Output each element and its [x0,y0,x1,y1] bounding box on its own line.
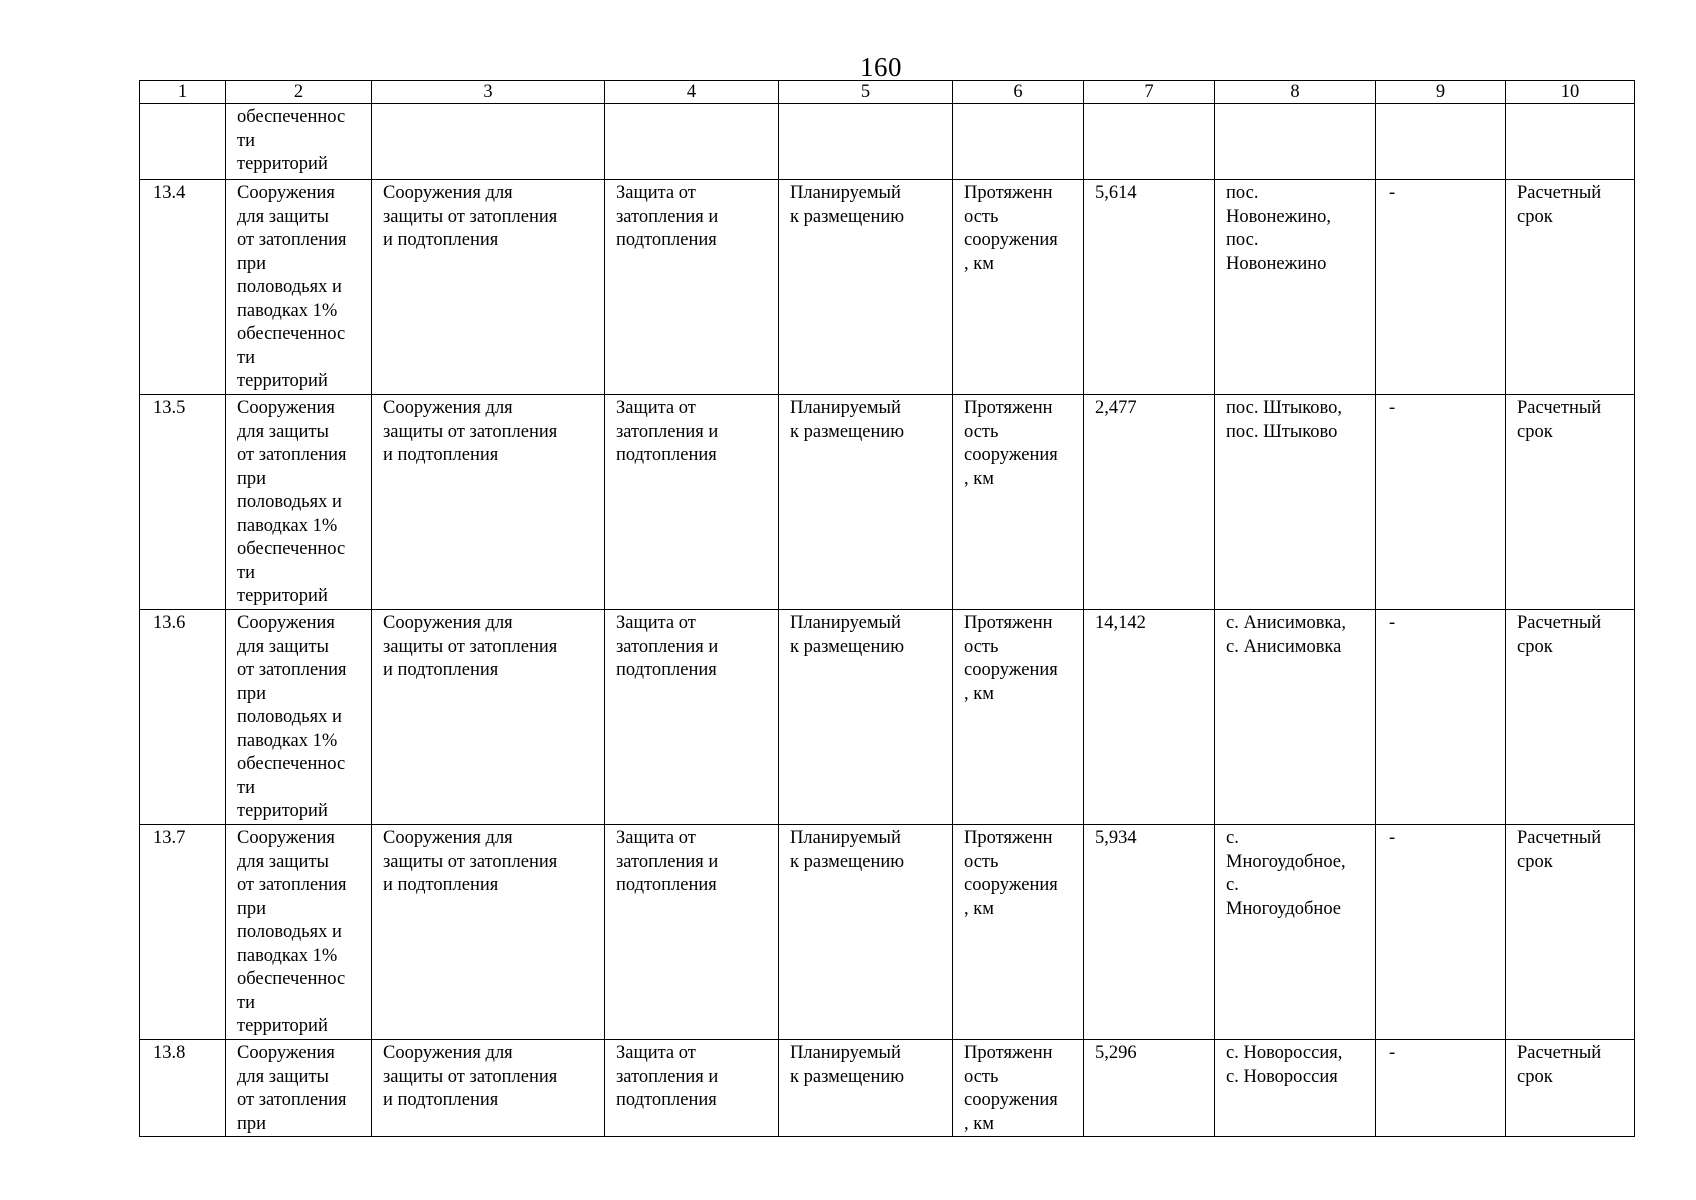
term-line: Расчетный [1517,398,1602,418]
characteristic-line: , км [964,253,994,274]
object-type-line: Сооружения для [383,828,513,848]
purpose-cell [605,1040,779,1137]
purpose-line: затопления и [616,851,719,872]
column-header: 5 [779,81,953,104]
object-type-line: Сооружения для [383,1043,513,1063]
characteristic-line: , км [964,898,994,919]
status-cell [779,825,953,1040]
object-type-cell [372,610,605,825]
zone-cell [1376,180,1506,395]
table-row [140,610,1635,825]
term-line: Расчетный [1517,183,1602,203]
purpose-line: затопления и [616,636,719,657]
object-name-line: от затопления [237,875,347,895]
column-header-row [140,81,1635,104]
purpose-line: Защита от [616,828,696,848]
characteristic-line: сооружения [964,230,1058,250]
object-name-line: территорий [237,801,328,821]
object-name-line: ти [237,777,255,798]
term-cell [1506,1040,1635,1137]
purpose-line: подтопления [616,875,717,895]
characteristic-line: ость [964,851,999,872]
term-line: срок [1517,421,1553,442]
object-name-line: от затопления [237,230,347,250]
characteristic-line: ость [964,206,999,227]
value-cell [1084,610,1215,825]
cell-col6 [953,104,1084,180]
status-cell [779,610,953,825]
term-line: Расчетный [1517,1043,1602,1063]
purpose-line: затопления и [616,1066,719,1087]
term-line: срок [1517,851,1553,872]
purpose-cell [605,825,779,1040]
object-type-cell [372,1040,605,1137]
object-name-line: при [237,898,267,919]
location-cell [1215,395,1376,610]
purpose-line: подтопления [616,445,717,465]
object-name-cell [226,825,372,1040]
object-type-cell [372,180,605,395]
object-name-line: ти [237,347,255,368]
object-name-line: обеспеченнос [237,969,346,989]
planned-objects-table [139,80,1635,1137]
value: 2,477 [1095,398,1137,418]
location-line: с. Анисимовка [1226,636,1342,657]
object-name-line: половодьях и [237,707,342,727]
object-name-line: обеспеченнос [237,539,346,559]
characteristic-line: Протяженн [964,1043,1053,1063]
object-name-line: паводках 1% [237,515,338,536]
location-line: с. [1226,875,1239,895]
status-line: Планируемый [790,398,901,418]
table-row [140,395,1635,610]
table-row [140,825,1635,1040]
zone-cell [1376,825,1506,1040]
cell-col7 [1084,104,1215,180]
characteristic-line: сооружения [964,660,1058,680]
characteristic-cell [953,180,1084,395]
purpose-line: Защита от [616,613,696,633]
purpose-line: Защита от [616,398,696,418]
location-line: с. Анисимовка, [1226,613,1346,633]
zone: - [1389,183,1396,203]
purpose-line: Защита от [616,183,696,203]
status-line: Планируемый [790,1043,901,1063]
zone: - [1389,828,1396,848]
characteristic-cell [953,395,1084,610]
location-cell [1215,180,1376,395]
column-header: 3 [372,81,605,104]
characteristic-line: сооружения [964,1090,1058,1110]
value: 14,142 [1095,613,1146,633]
table-row-continued [140,104,1635,180]
status-line: Планируемый [790,183,901,203]
value-cell [1084,1040,1215,1137]
object-name-line: паводках 1% [237,945,338,966]
object-name-line: Сооружения [237,1043,335,1063]
term-cell [1506,395,1635,610]
purpose-cell [605,180,779,395]
purpose-cell [605,610,779,825]
object-name-line: половодьях и [237,922,342,942]
object-type-line: Сооружения для [383,613,513,633]
characteristic-cell [953,1040,1084,1137]
purpose-line: подтопления [616,230,717,250]
row-number-cell [140,180,226,395]
object-type-line: защиты от затопления [383,206,558,227]
location-line: с. Новороссия, [1226,1043,1343,1063]
location-line: пос. Штыково [1226,421,1338,442]
location-cell [1215,825,1376,1040]
row-number: 13.7 [153,828,186,848]
object-name-line: Сооружения [237,398,335,418]
object-type-cell [372,825,605,1040]
object-name-line: ти [237,562,255,583]
value: 5,934 [1095,828,1137,848]
object-type-line: защиты от затопления [383,636,558,657]
purpose-line: Защита от [616,1043,696,1063]
row-number: 13.6 [153,613,186,633]
column-header: 4 [605,81,779,104]
object-type-line: Сооружения для [383,398,513,418]
row-number-cell [140,610,226,825]
characteristic-line: сооружения [964,445,1058,465]
object-name-cell [226,180,372,395]
object-name-line: при [237,253,267,274]
object-name-line: от затопления [237,445,347,465]
column-header: 7 [1084,81,1215,104]
object-name-line: Сооружения [237,613,335,633]
object-name-line: паводках 1% [237,730,338,751]
object-name-line: территорий [237,1016,328,1036]
column-header: 8 [1215,81,1376,104]
object-name-cell [226,395,372,610]
location-line: пос. [1226,230,1259,250]
table-row [140,1040,1635,1137]
column-header: 2 [226,81,372,104]
cell-col5 [779,104,953,180]
purpose-line: подтопления [616,660,717,680]
object-name-line: ти [237,992,255,1013]
zone-cell [1376,395,1506,610]
status-line: Планируемый [790,828,901,848]
object-name-line: для защиты [237,206,329,227]
location-line: Новонежино [1226,253,1327,274]
characteristic-line: Протяженн [964,828,1053,848]
value-cell [1084,825,1215,1040]
object-name-line: при [237,468,267,489]
location-cell [1215,1040,1376,1137]
cell-col10 [1506,104,1635,180]
cell-col9 [1376,104,1506,180]
object-name-line: территорий [237,586,328,606]
cell-col1 [140,104,226,180]
status-line: к размещению [790,851,905,872]
page-number: 160 [860,52,902,82]
zone-cell [1376,610,1506,825]
object-name-line: половодьях и [237,277,342,297]
purpose-cell [605,395,779,610]
term-line: срок [1517,206,1553,227]
status-line: к размещению [790,636,905,657]
status-line: к размещению [790,1066,905,1087]
row-number: 13.5 [153,398,186,418]
object-name-line: ти [237,130,255,151]
cell-col3 [372,104,605,180]
column-header: 9 [1376,81,1506,104]
location-line: с. [1226,828,1239,848]
object-type-line: и подтопления [383,230,499,250]
cell-col4 [605,104,779,180]
object-name-line: паводках 1% [237,300,338,321]
value-cell [1084,180,1215,395]
object-name-line: для защиты [237,851,329,872]
characteristic-line: ость [964,636,999,657]
object-type-line: Сооружения для [383,183,513,203]
row-number-cell [140,825,226,1040]
object-type-line: и подтопления [383,660,499,680]
status-line: к размещению [790,421,905,442]
term-cell [1506,180,1635,395]
characteristic-line: ость [964,421,999,442]
value-cell [1084,395,1215,610]
object-name-line: Сооружения [237,183,335,203]
object-type-line: и подтопления [383,875,499,895]
characteristic-line: , км [964,683,994,704]
object-name-line: от затопления [237,1090,347,1110]
term-line: срок [1517,636,1553,657]
object-name-line: обеспеченнос [237,754,346,774]
characteristic-line: , км [964,468,994,489]
characteristic-line: Протяженн [964,613,1053,633]
status-cell [779,1040,953,1137]
table-row [140,180,1635,395]
column-header: 1 [140,81,226,104]
cell-col8 [1215,104,1376,180]
object-type-cell [372,395,605,610]
characteristic-line: Протяженн [964,183,1053,203]
characteristic-line: , км [964,1113,994,1134]
zone-cell [1376,1040,1506,1137]
value: 5,614 [1095,183,1137,203]
object-name-line: территорий [237,154,328,174]
zone: - [1389,1043,1396,1063]
cell-col2 [226,104,372,180]
purpose-line: затопления и [616,421,719,442]
row-number-cell [140,395,226,610]
location-cell [1215,610,1376,825]
characteristic-cell [953,825,1084,1040]
purpose-line: подтопления [616,1090,717,1110]
object-name-line: Сооружения [237,828,335,848]
object-type-line: защиты от затопления [383,421,558,442]
location-line: с. Новороссия [1226,1066,1338,1087]
object-name-cell [226,1040,372,1137]
characteristic-line: сооружения [964,875,1058,895]
status-line: к размещению [790,206,905,227]
object-name-line: половодьях и [237,492,342,512]
object-name-line: для защиты [237,636,329,657]
location-line: Многоудобное [1226,898,1342,919]
characteristic-line: Протяженн [964,398,1053,418]
object-name-cell [226,610,372,825]
object-name-line: обеспеченнос [237,324,346,344]
object-name-line: территорий [237,371,328,391]
term-cell [1506,610,1635,825]
object-type-line: и подтопления [383,445,499,465]
object-name-line: для защиты [237,421,329,442]
location-line: Многоудобное, [1226,851,1346,872]
value: 5,296 [1095,1043,1137,1063]
status-cell [779,180,953,395]
object-name-line: при [237,683,267,704]
object-name-line: от затопления [237,660,347,680]
term-line: Расчетный [1517,828,1602,848]
location-line: пос. [1226,183,1259,203]
column-header: 10 [1506,81,1635,104]
zone: - [1389,613,1396,633]
object-type-line: и подтопления [383,1090,499,1110]
status-line: Планируемый [790,613,901,633]
object-type-line: защиты от затопления [383,851,558,872]
characteristic-line: ость [964,1066,999,1087]
zone: - [1389,398,1396,418]
term-line: Расчетный [1517,613,1602,633]
object-name-line: для защиты [237,1066,329,1087]
term-cell [1506,825,1635,1040]
characteristic-cell [953,610,1084,825]
row-number-cell [140,1040,226,1137]
object-name-line: при [237,1113,267,1134]
row-number: 13.4 [153,183,186,203]
object-name-line: обеспеченнос [237,107,346,127]
term-line: срок [1517,1066,1553,1087]
location-line: пос. Штыково, [1226,398,1343,418]
location-line: Новонежино, [1226,206,1332,227]
purpose-line: затопления и [616,206,719,227]
column-header: 6 [953,81,1084,104]
object-type-line: защиты от затопления [383,1066,558,1087]
status-cell [779,395,953,610]
row-number: 13.8 [153,1043,186,1063]
